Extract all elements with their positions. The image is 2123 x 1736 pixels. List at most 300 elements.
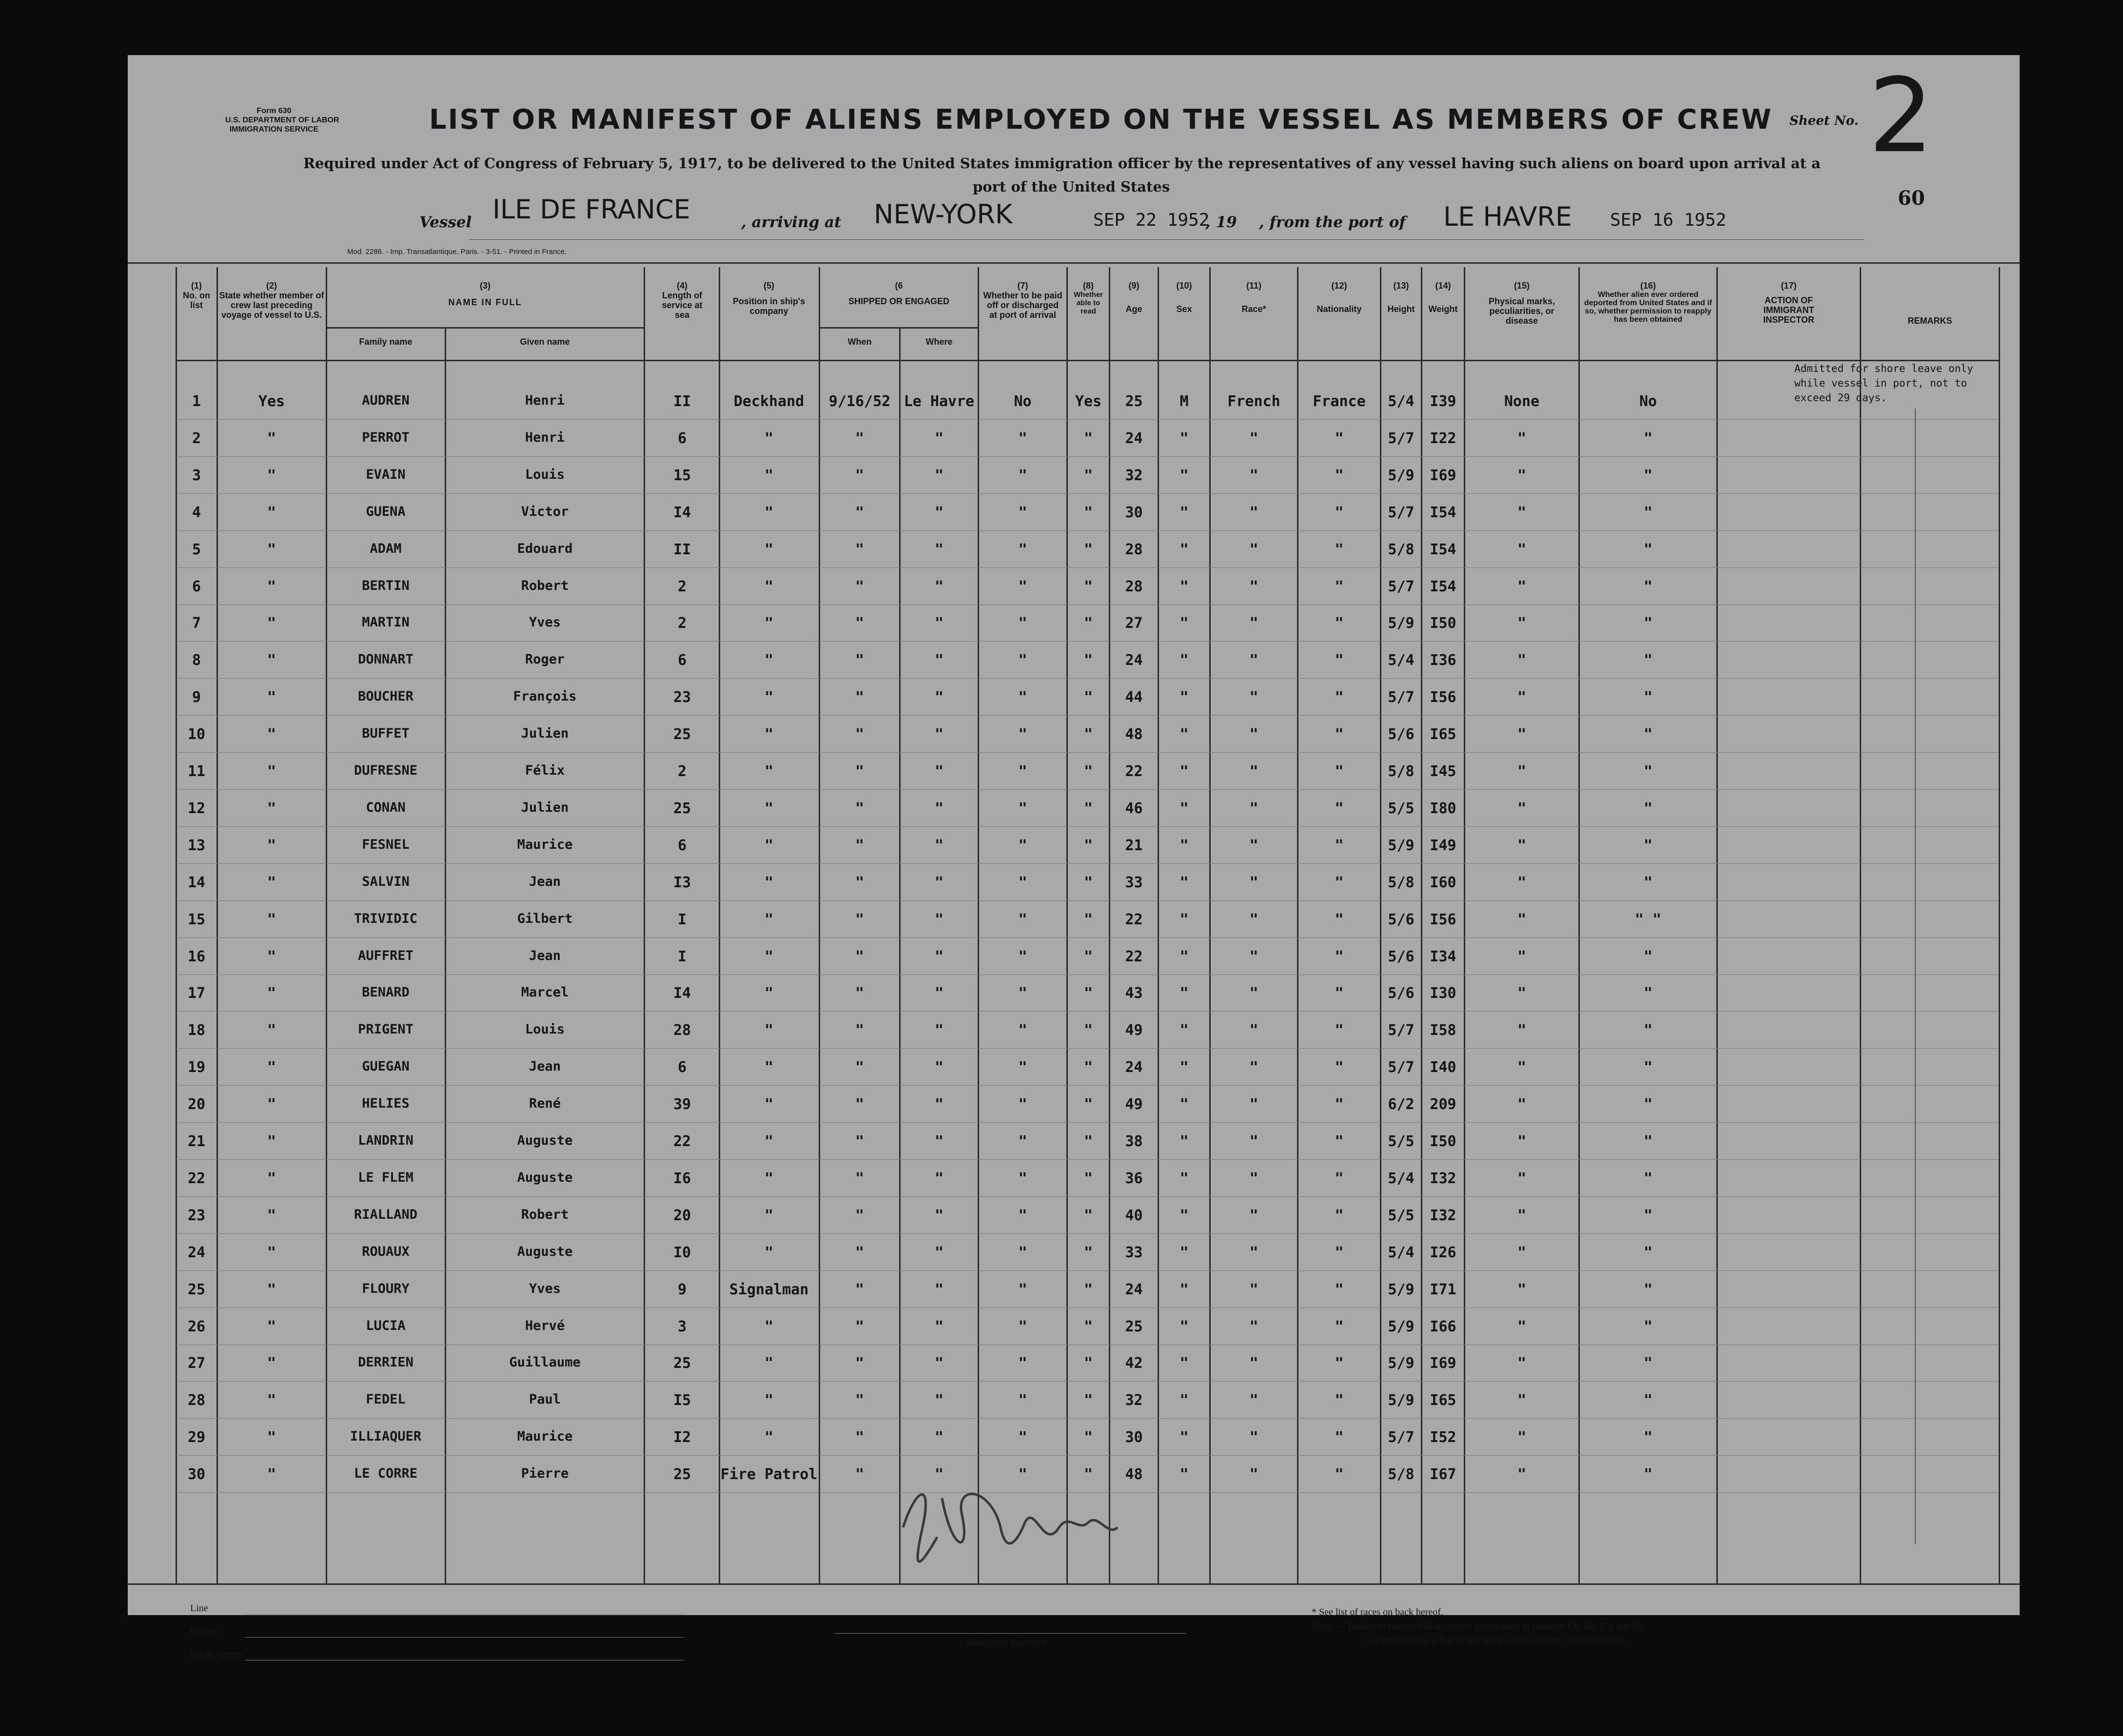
cell-nat: " [1335,763,1344,780]
cell-where: " [934,763,944,780]
cell-no: 9 [192,689,201,706]
cell-crew: " [267,689,276,706]
col-label: NAME IN FULL [448,297,522,307]
cell-position: " [764,874,774,891]
cell-marks: " [1517,1133,1527,1150]
cell-weight: I36 [1430,652,1456,669]
col-9-header [1110,281,1158,314]
sheet-label: Sheet No. [1789,114,1859,128]
cell-deported: " [1643,689,1653,706]
cell-crew: " [267,837,276,854]
cell-weight: I52 [1430,1429,1456,1446]
cell-no: 12 [187,800,206,817]
cell-when: " [855,726,865,743]
cell-when: " [855,837,865,854]
cell-sex: " [1179,689,1189,706]
cell-position: Deckhand [733,393,805,410]
cell-age: 36 [1125,1170,1143,1187]
cell-when: " [855,911,865,928]
cell-given: François [513,689,577,704]
cell-weight: I50 [1430,615,1456,632]
cell-read: " [1083,1059,1093,1076]
cell-race: " [1249,504,1258,521]
cell-deported: " [1643,1281,1653,1298]
cell-position: " [764,837,774,854]
cell-marks: " [1517,1355,1527,1372]
year-label: , 19 [1205,214,1237,231]
cell-height: 5/7 [1388,504,1415,521]
cell-crew: " [267,1466,276,1483]
cell-race: " [1249,578,1258,595]
cell-age: 24 [1125,430,1143,447]
col-16-header [1580,281,1716,324]
cell-when: " [855,430,865,447]
cell-read: " [1083,430,1093,447]
cell-marks: " [1517,1096,1527,1113]
cell-sex: " [1179,763,1189,780]
cell-height: 5/8 [1388,874,1415,891]
cell-where: " [934,1318,944,1335]
cell-read: " [1083,874,1093,891]
cell-read: " [1083,652,1093,669]
cell-marks: " [1517,1207,1527,1224]
cell-marks: " [1517,911,1527,928]
cell-weight: I54 [1430,541,1456,558]
cell-crew: " [267,800,276,817]
cell-no: 14 [187,874,206,891]
footer-agents-label: Local Agents [190,1649,242,1659]
col-label: Position in ship's company [732,296,806,316]
cell-height: 5/8 [1388,763,1415,780]
row-rule [177,1233,1999,1234]
cell-nat: " [1335,1318,1344,1335]
col-label: Whether able to read [1074,291,1103,315]
departure-port: LE HAVRE [1443,201,1573,232]
cell-paid: " [1018,541,1027,558]
cell-nat: " [1335,467,1344,484]
cell-no: 15 [187,911,206,928]
cell-weight: I80 [1430,800,1456,817]
row-rule [177,641,1999,642]
cell-nat: " [1335,1244,1344,1261]
col-label: Nationality [1317,304,1362,314]
cell-paid: " [1018,1170,1027,1187]
col-14-header [1422,281,1464,314]
cell-given: Hervé [525,1318,565,1333]
cell-where: " [934,1022,944,1039]
cell-sex: " [1179,1244,1189,1261]
cell-when: " [855,1281,865,1298]
cell-nat: " [1335,615,1344,632]
cell-deported: " [1643,800,1653,817]
cell-nat: " [1335,948,1344,965]
cell-marks: " [1517,837,1527,854]
cell-age: 28 [1125,578,1143,595]
col-12-header [1298,281,1380,314]
cell-given: Robert [521,1207,569,1222]
cell-age: 44 [1125,689,1143,706]
cell-where: " [934,911,944,928]
cell-read: " [1083,1096,1093,1113]
col-label: Length of service at sea [662,291,703,320]
cell-given: Julien [521,726,569,741]
vessel-label: Vessel [419,214,472,231]
cell-weight: I54 [1430,578,1456,595]
cell-deported: " [1643,1244,1653,1261]
cell-height: 5/9 [1388,1392,1415,1409]
cell-paid: " [1018,1318,1027,1335]
cell-where: " [934,504,944,521]
cell-race: " [1249,911,1258,928]
cell-sex: " [1179,1022,1189,1039]
col-label: Whether to be paid off or discharged at port of arrival [983,291,1062,320]
cell-family: MARTIN [362,615,410,630]
col-15-header [1465,281,1578,326]
cell-no: 24 [187,1244,206,1261]
cell-paid: " [1018,837,1027,854]
cell-family: AUDREN [362,393,410,408]
cell-age: 48 [1125,1466,1143,1483]
cell-nat: " [1335,726,1344,743]
col-num: (11) [1246,281,1262,291]
cell-position: " [764,985,774,1002]
cell-when: " [855,652,865,669]
cell-no: 29 [187,1429,206,1446]
cell-no: 7 [192,615,201,632]
cell-height: 5/6 [1388,985,1415,1002]
cell-nat: " [1335,504,1344,521]
col-label: Weight [1428,304,1458,314]
cell-family: SALVIN [362,874,410,889]
cell-nat: " [1335,1355,1344,1372]
col-num: (16) [1640,281,1656,291]
cell-weight: I32 [1430,1170,1456,1187]
cell-height: 5/6 [1388,911,1415,928]
sheet-number: 2 [1868,56,1934,176]
cell-family: HELIES [362,1096,410,1111]
cell-sex: " [1179,1355,1189,1372]
cell-crew: " [267,467,276,484]
cell-height: 5/4 [1388,393,1415,410]
cell-crew: " [267,1207,276,1224]
cell-age: 27 [1125,615,1143,632]
col-num: (9) [1128,281,1140,291]
cell-read: " [1083,1392,1093,1409]
row-rule [177,715,1999,716]
cell-where: " [934,689,944,706]
cell-where: " [934,726,944,743]
cell-nat: " [1335,1429,1344,1446]
cell-nat: " [1335,911,1344,928]
cell-when: " [855,800,865,817]
cell-service: 25 [673,800,691,817]
cell-read: " [1083,1133,1093,1150]
cell-paid: " [1018,467,1027,484]
cell-where: " [934,948,944,965]
cell-sex: " [1179,1281,1189,1298]
cell-height: 5/4 [1388,1170,1415,1187]
col-label: Height [1387,304,1415,314]
cell-read: " [1083,800,1093,817]
cell-service: 22 [673,1133,691,1150]
cell-height: 5/9 [1388,1355,1415,1372]
cell-position: Fire Patrol [720,1466,818,1483]
cell-given: Yves [529,1281,561,1296]
cell-nat: " [1335,874,1344,891]
col-label: Physical marks, peculiarities, or disease [1488,296,1555,326]
cell-given: Victor [521,504,569,519]
inspector-signature-line [835,1633,1186,1634]
cell-no: 10 [187,726,206,743]
cell-family: DONNART [358,652,413,667]
cell-height: 5/7 [1388,578,1415,595]
cell-crew: " [267,1281,276,1298]
column-divider [1999,267,2000,1583]
cell-weight: I71 [1430,1281,1456,1298]
cell-sex: " [1179,985,1189,1002]
col-label: ACTION OF IMMIGRANT INSPECTOR [1763,295,1814,325]
cell-read: " [1083,948,1093,965]
cell-family: PERROT [362,430,410,445]
cell-weight: I67 [1430,1466,1456,1483]
cell-position: " [764,1133,774,1150]
form-code [225,106,339,134]
cell-deported: " [1643,1466,1653,1483]
cell-paid: " [1018,430,1027,447]
cell-nat: " [1335,430,1344,447]
cell-race: " [1249,1466,1258,1483]
row-rule [177,1381,1999,1382]
cell-deported: " [1643,1022,1653,1039]
cell-read: " [1083,689,1093,706]
cell-marks: " [1517,1281,1527,1298]
cell-marks: " [1517,467,1527,484]
cell-age: 33 [1125,1244,1143,1261]
cell-age: 33 [1125,874,1143,891]
vessel-name: ILE DE FRANCE [492,194,690,225]
cell-race: " [1249,800,1258,817]
cell-marks: " [1517,874,1527,891]
cell-position: " [764,578,774,595]
cell-where: " [934,1355,944,1372]
cell-given: Julien [521,800,569,815]
cell-family: EVAIN [366,467,406,482]
cell-crew: " [267,948,276,965]
cell-marks: " [1517,1466,1527,1483]
row-rule [177,1159,1999,1160]
cell-race: " [1249,1281,1258,1298]
col-label: No. on list [183,291,210,310]
cell-read: " [1083,1429,1093,1446]
cell-marks: " [1517,1170,1527,1187]
cell-service: 6 [677,430,687,447]
cell-family: BENARD [362,985,410,1000]
cell-marks: " [1517,652,1527,669]
cell-age: 25 [1125,1318,1143,1335]
cell-height: 5/4 [1388,652,1415,669]
footer-owners-label: Owners [190,1626,221,1637]
col-13-header [1381,281,1421,314]
col-num: (10) [1176,281,1192,291]
immigrant-inspector-label: Immigrant Inspector [966,1637,1047,1648]
cell-position: " [764,541,774,558]
cell-position: " [764,1429,774,1446]
cell-where: " [934,1133,944,1150]
cell-service: 20 [673,1207,691,1224]
cell-age: 40 [1125,1207,1143,1224]
cell-given: Louis [525,1022,565,1037]
cell-deported: " [1643,726,1653,743]
cell-paid: " [1018,1392,1027,1409]
cell-race: " [1249,1096,1258,1113]
cell-position: " [764,948,774,965]
cell-crew: " [267,1059,276,1076]
cell-service: 2 [677,763,687,780]
cell-weight: I56 [1430,689,1456,706]
department-name: U.S. DEPARTMENT OF LABOR [225,116,339,124]
cell-when: " [855,985,865,1002]
cell-marks: " [1517,578,1527,595]
cell-crew: Yes [258,393,285,410]
cell-sex: " [1179,726,1189,743]
cell-position: " [764,1318,774,1335]
when-header: When [847,337,872,347]
cell-read: " [1083,1244,1093,1261]
cell-given: Jean [529,874,561,889]
cell-paid: " [1018,763,1027,780]
cell-position: " [764,911,774,928]
cell-crew: " [267,763,276,780]
cell-nat: " [1335,1281,1344,1298]
cell-position: " [764,1170,774,1187]
cell-height: 5/7 [1388,1022,1415,1039]
cell-paid: " [1018,689,1027,706]
cell-family: PRIGENT [358,1022,413,1037]
col-num: (3) [480,281,491,291]
cell-marks: " [1517,726,1527,743]
cell-sex: " [1179,1318,1189,1335]
cell-where: " [934,1059,944,1076]
cell-age: 48 [1125,726,1143,743]
cell-sex: " [1179,1170,1189,1187]
cell-read: " [1083,1466,1093,1483]
cell-service: 25 [673,1355,691,1372]
cell-height: 5/7 [1388,430,1415,447]
cell-where: " [934,1466,944,1483]
cell-sex: " [1179,1207,1189,1224]
cell-family: RIALLAND [354,1207,418,1222]
cell-family: CONAN [366,800,406,815]
row-rule [177,1196,1999,1197]
cell-service: II [673,393,691,410]
cell-crew: " [267,1096,276,1113]
cell-marks: " [1517,948,1527,965]
cell-when: " [855,874,865,891]
cell-crew: " [267,1392,276,1409]
cell-read: " [1083,615,1093,632]
cell-race: " [1249,1022,1258,1039]
printer-line: Mod. 2286. - Imp. Transatlantique, Paris. - 3-51. - Printed in France. [347,248,567,256]
cell-paid: " [1018,1466,1027,1483]
cell-paid: " [1018,1059,1027,1076]
cell-no: 21 [187,1133,206,1150]
cell-race: " [1249,430,1258,447]
cell-service: I5 [673,1392,691,1409]
cell-given: Auguste [517,1133,573,1148]
cell-weight: I50 [1430,1133,1456,1150]
cell-when: " [855,1244,865,1261]
cell-where: " [934,800,944,817]
cell-paid: " [1018,726,1027,743]
cell-given: Louis [525,467,565,482]
cell-sex: " [1179,1466,1189,1483]
cell-deported: " [1643,541,1653,558]
where-header: Where [925,337,953,347]
cell-race: " [1249,541,1258,558]
cell-service: 39 [673,1096,691,1113]
cell-no: 20 [187,1096,206,1113]
cell-given: Henri [525,393,565,408]
manifest-sheet [128,55,2020,1659]
side-number: 60 [1898,187,1925,210]
cell-where: " [934,1429,944,1446]
cell-race: French [1227,393,1280,410]
cell-family: LE CORRE [354,1466,418,1481]
cell-no: 26 [187,1318,206,1335]
cell-sex: " [1179,1429,1189,1446]
cell-age: 43 [1125,985,1143,1002]
cell-read: " [1083,467,1093,484]
cell-race: " [1249,726,1258,743]
cell-nat: France [1313,393,1366,410]
cell-when: " [855,763,865,780]
remarks-header: REMARKS [1907,316,1952,326]
cell-height: 5/7 [1388,689,1415,706]
cell-given: Maurice [517,1429,573,1444]
cell-sex: " [1179,541,1189,558]
cell-position: " [764,430,774,447]
cell-service: 6 [677,837,687,854]
cell-sex: " [1179,467,1189,484]
cell-weight: I30 [1430,985,1456,1002]
cell-given: Jean [529,948,561,963]
cell-height: 5/7 [1388,1059,1415,1076]
cell-weight: I22 [1430,430,1456,447]
cell-where: " [934,1170,944,1187]
cell-read: " [1083,1170,1093,1187]
cell-age: 38 [1125,1133,1143,1150]
col-num: (5) [764,281,774,291]
cell-where: " [934,430,944,447]
cell-height: 5/4 [1388,1244,1415,1261]
cell-given: Yves [529,615,561,630]
cell-crew: " [267,1429,276,1446]
cell-when: " [855,541,865,558]
cell-position: " [764,689,774,706]
row-rule [177,456,1999,457]
given-name-header: Given name [520,337,570,347]
form-title: LIST OR MANIFEST OF ALIENS EMPLOYED ON THE VESSEL AS MEMBERS OF CREW [429,104,1773,136]
footer-line-label: Line [190,1603,208,1614]
cell-deported: " [1643,615,1653,632]
cell-where: " [934,1096,944,1113]
cell-given: Henri [525,430,565,445]
cell-sex: " [1179,578,1189,595]
cell-service: 25 [673,1466,691,1483]
cell-family: LE FLEM [358,1170,413,1185]
cell-weight: I39 [1430,393,1456,410]
cell-family: FLOURY [362,1281,410,1296]
